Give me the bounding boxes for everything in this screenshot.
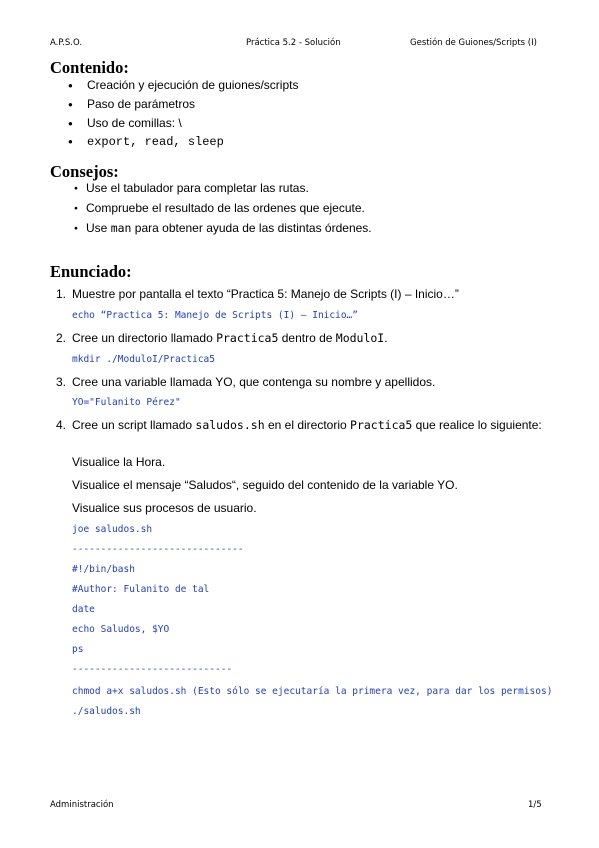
task-line: Visualice el mensaje “Saludos“, seguido del contenido de la variable YO. xyxy=(72,478,458,492)
inline-code: saludos.sh xyxy=(195,418,265,432)
header-right: Gestión de Guiones/Scripts (I) xyxy=(410,38,537,48)
question-text: Cree un directorio llamado Practica5 dentro de ModuloI. xyxy=(72,331,388,345)
code-line: chmod a+x saludos.sh (Esto sólo se ejecutaría la primera vez, para dar los permisos) xyxy=(72,686,553,697)
page-number: 1/5 xyxy=(528,800,542,810)
consejos-heading: Consejos: xyxy=(50,162,119,181)
code-line: date xyxy=(72,604,95,615)
consejos-list xyxy=(50,178,372,238)
question-text: Cree una variable llamada YO, que contenga su nombre y apellidos. xyxy=(72,375,436,389)
task-line: Visualice sus procesos de usuario. xyxy=(72,501,257,515)
consejos-item: ● Use el tabulador para completar las rutas. xyxy=(50,178,372,198)
code-line: ./saludos.sh xyxy=(72,706,141,717)
question-text: Muestre por pantalla el texto “Practica 5: Manejo de Scripts (I) – Inicio…” xyxy=(72,287,459,301)
code-line: ps xyxy=(72,644,84,655)
task-line: Visualice la Hora. xyxy=(72,455,166,469)
question-number: 1. xyxy=(55,287,66,301)
contenido-item: ● Uso de comillas: \ xyxy=(50,114,298,133)
question-number: 3. xyxy=(55,375,66,389)
inline-code: ModuloI xyxy=(335,331,385,345)
question-text: Cree un script llamado saludos.sh en el directorio Practica5 que realice lo siguiente: xyxy=(72,418,542,432)
code-line: YO="Fulanito Pérez" xyxy=(72,397,181,408)
code-line: ---------------------------- xyxy=(72,664,233,675)
inline-code: man xyxy=(110,221,132,235)
enunciado-heading: Enunciado: xyxy=(50,262,132,281)
question-number: 2. xyxy=(55,331,66,345)
header-left: A.P.S.O. xyxy=(50,38,83,48)
contenido-item: ● export, read, sleep xyxy=(50,133,298,152)
consejos-item: ● Use man para obtener ayuda de las distintas órdenes. xyxy=(50,218,372,238)
code-line: mkdir ./ModuloI/Practica5 xyxy=(72,354,215,365)
code-line: #!/bin/bash xyxy=(72,564,135,575)
code-line: echo “Practica 5: Manejo de Scripts (I) – Inicio…” xyxy=(72,310,358,321)
inline-code: Practica5 xyxy=(216,331,279,345)
consejos-item: ● Compruebe el resultado de las ordenes que ejecute. xyxy=(50,198,372,218)
code-line: ------------------------------ xyxy=(72,544,244,555)
code-line: joe saludos.sh xyxy=(72,524,153,535)
contenido-item: ● Creación y ejecución de guiones/scripts xyxy=(50,76,298,95)
code-line: #Author: Fulanito de tal xyxy=(72,584,210,595)
contenido-heading: Contenido: xyxy=(50,58,129,77)
contenido-item: ● Paso de parámetros xyxy=(50,95,298,114)
header-center: Práctica 5.2 - Solución xyxy=(246,38,341,48)
code-line: echo Saludos, $YO xyxy=(72,624,170,635)
inline-code: Practica5 xyxy=(350,418,413,432)
contenido-list xyxy=(50,76,298,152)
question-number: 4. xyxy=(55,418,66,432)
footer-left: Administración xyxy=(50,800,114,810)
